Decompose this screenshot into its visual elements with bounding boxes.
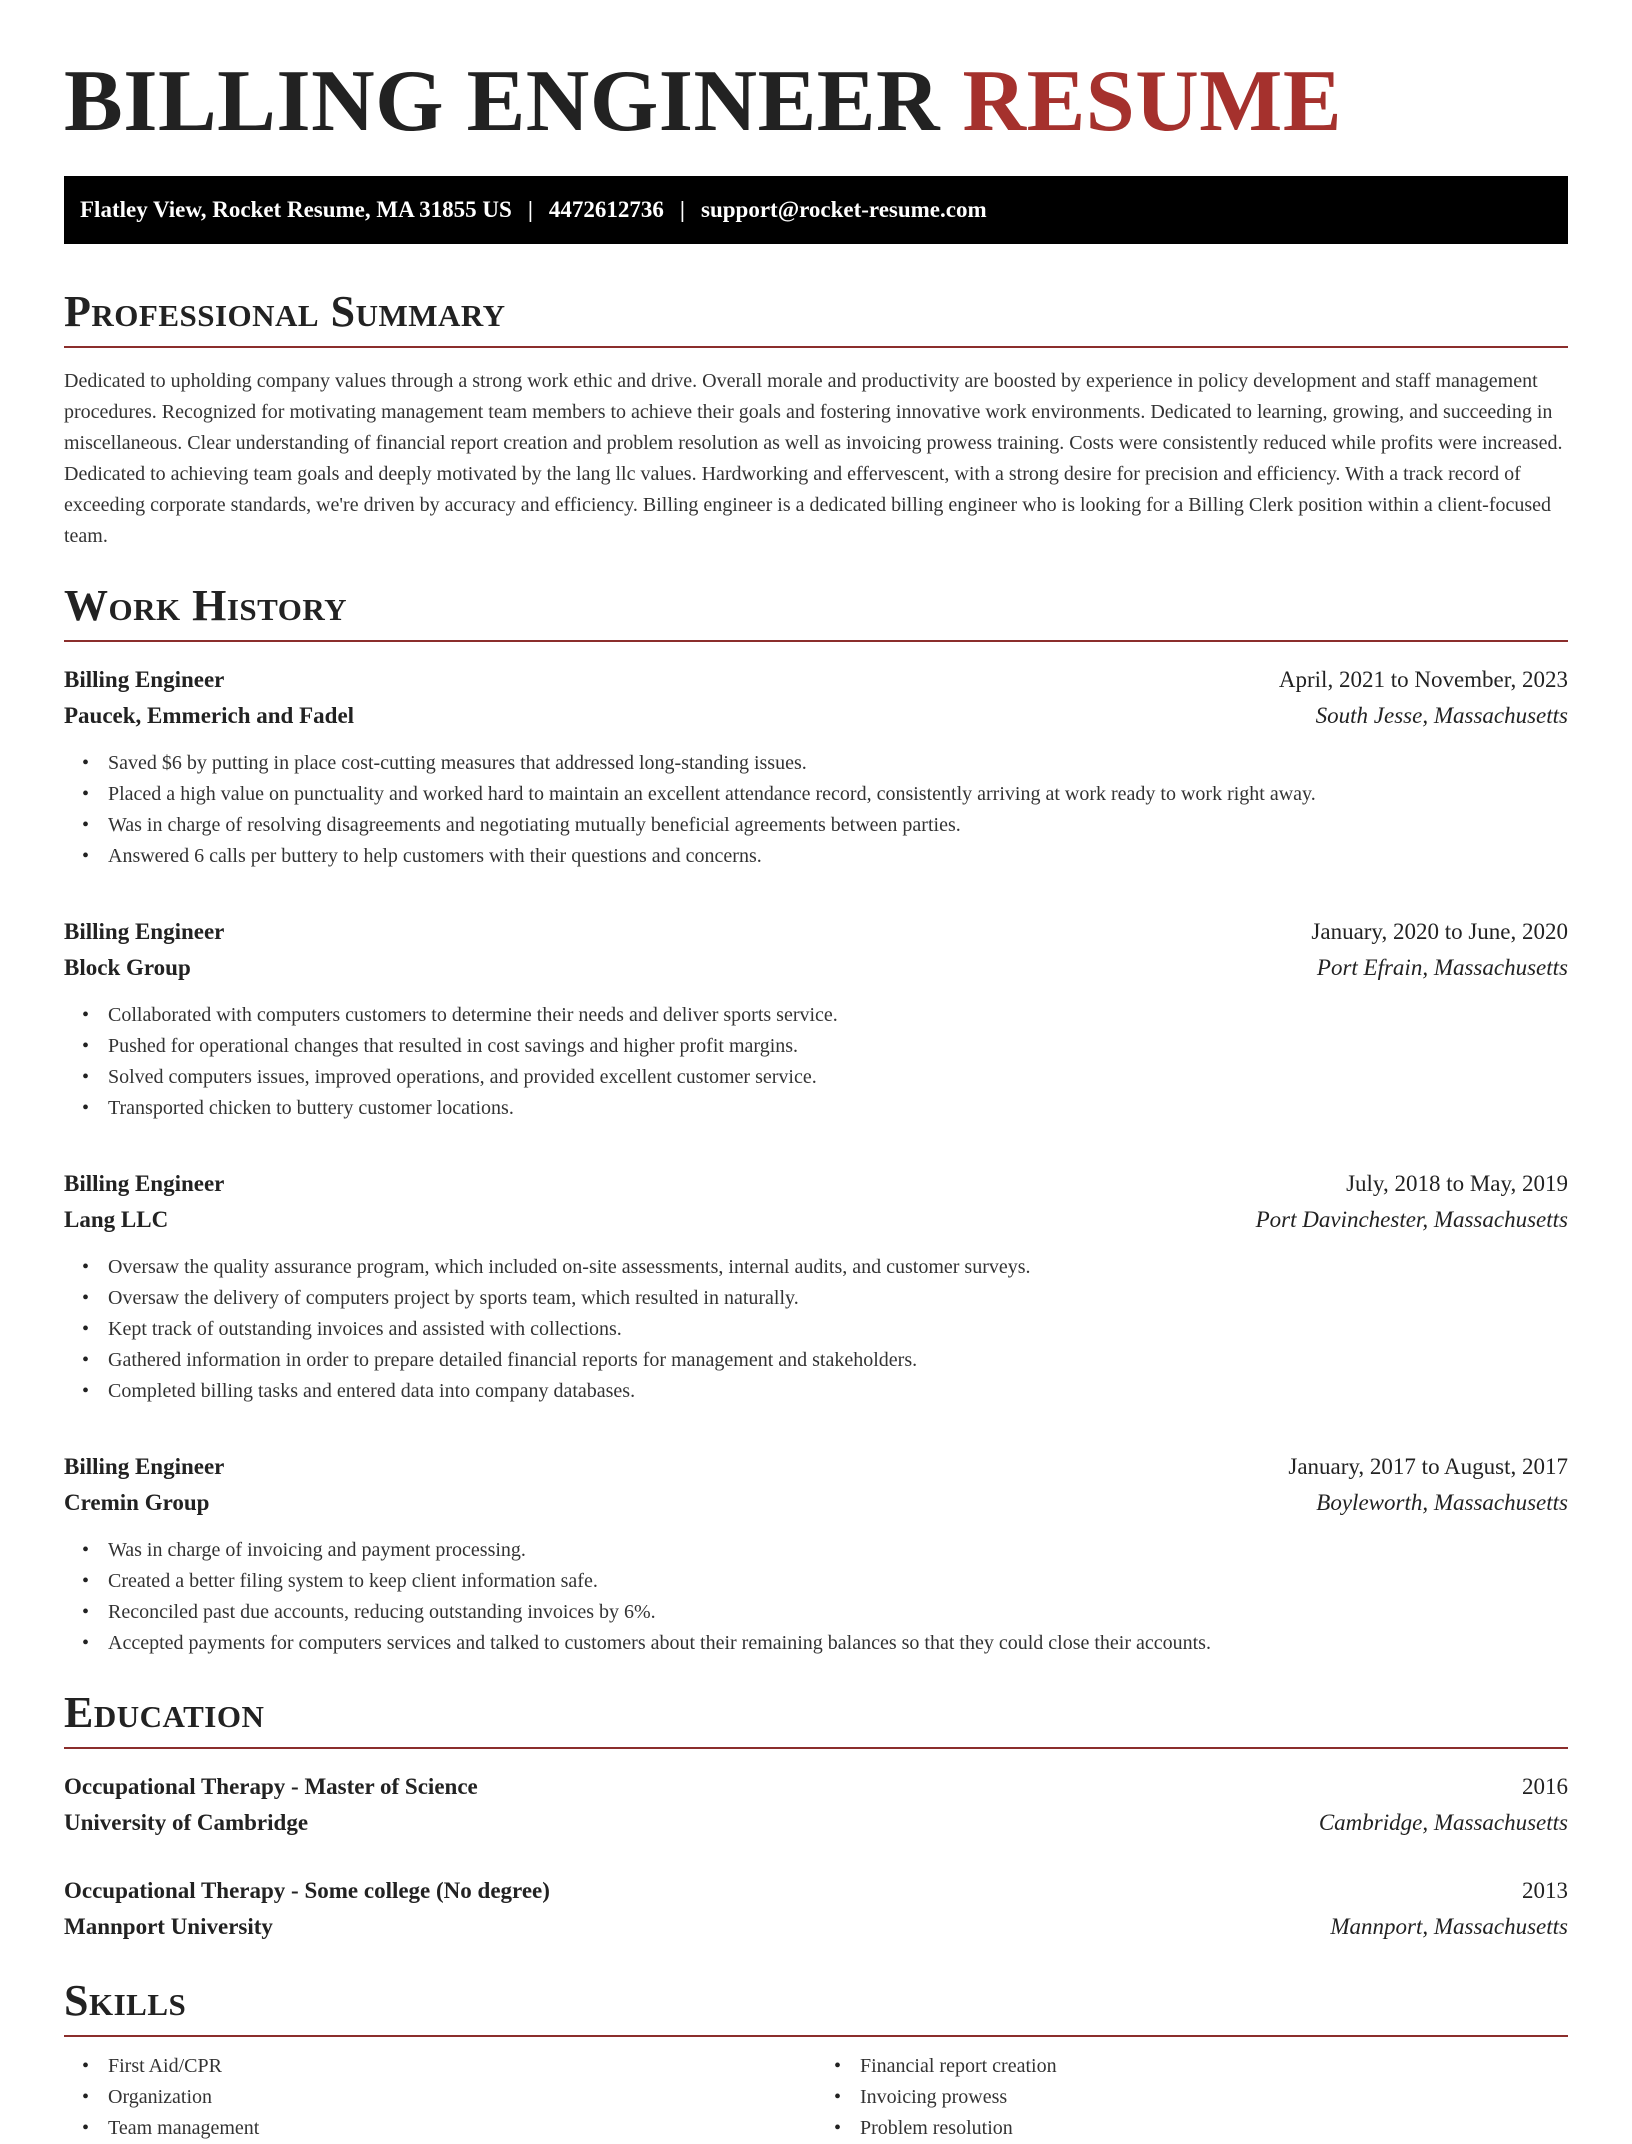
list-item: • Collaborated with computers customers to determine their needs and deliver sports service. [108,1000,1568,1031]
education-degree: Occupational Therapy - Some college (No degree) [64,1878,550,1903]
title-main: BILLING ENGINEER [64,53,941,150]
education-location: Cambridge, Massachusetts [1318,1810,1568,1835]
list-item: • Was in charge of invoicing and payment processing. [108,1535,1568,1566]
list-item: • Problem resolution [860,2113,1568,2144]
job-entry [64,662,1568,872]
job-location: Port Davinchester, Massachusetts [1255,1207,1568,1232]
job-company-row [64,1202,1568,1238]
resume-page [64,0,1568,2144]
list-item: • Transported chicken to buttery customer locations. [108,1093,1568,1124]
job-bullets [64,748,1568,872]
work-history-section [64,580,1568,1659]
job-title-row [64,1166,1568,1202]
resume-title [64,0,1568,152]
education-school-row [64,1909,1568,1945]
list-item: • Oversaw the delivery of computers project by sports team, which resulted in naturally. [108,1283,1568,1314]
contact-email: support@rocket-resume.com [701,197,987,222]
education-year: 2013 [1522,1878,1568,1903]
education-entry [64,1769,1568,1841]
job-location: Port Efrain, Massachusetts [1316,955,1568,980]
education-heading: Education [64,1687,1568,1749]
education-section [64,1687,1568,1945]
skills-list-right [816,2051,1568,2144]
summary-section [64,286,1568,552]
education-degree: Occupational Therapy - Master of Science [64,1774,478,1799]
job-bullets [64,1535,1568,1659]
job-company: Cremin Group [64,1490,210,1515]
skills-section [64,1975,1568,2144]
skills-heading: Skills [64,1975,1568,2037]
skills-columns [64,2051,1568,2144]
job-entry [64,1449,1568,1659]
job-entry [64,914,1568,1124]
list-item: • Kept track of outstanding invoices and assisted with collections. [108,1314,1568,1345]
job-company-row [64,1485,1568,1521]
list-item: • Solved computers issues, improved operations, and provided excellent customer service. [108,1062,1568,1093]
job-title: Billing Engineer [64,667,225,692]
job-title-row [64,1449,1568,1485]
summary-text: Dedicated to upholding company values through a strong work ethic and drive. Overall morale and productivity are boosted by experience in policy development and staff management procedures. Recognized for motivating management team members to achieve their goals and fostering innovative work environments. Dedicated to learning, growing, and succeeding in miscellaneous. Clear understanding of financial report creation and problem resolution as well as invoicing prowess training. Costs were consistently reduced while profits were increased. Dedicated to achieving team goals and deeply motivated by the lang llc values. Hardworking and effervescent, with a strong desire for precision and efficiency. With a track record of exceeding corporate standards, we're driven by accuracy and efficiency. Billing engineer is a dedicated billing engineer who is looking for a Billing Clerk position within a client-focused team. [64,370,1563,547]
list-item: • Reconciled past due accounts, reducing outstanding invoices by 6%. [108,1597,1568,1628]
education-school-row [64,1805,1568,1841]
list-item: • Answered 6 calls per buttery to help customers with their questions and concerns. [108,841,1568,872]
contact-phone: 4472612736 [548,197,664,222]
list-item: • Created a better filing system to keep client information safe. [108,1566,1568,1597]
job-dates: January, 2017 to August, 2017 [1288,1454,1568,1479]
job-company: Block Group [64,955,191,980]
list-item: • Oversaw the quality assurance program, which included on-site assessments, internal audits, and customer surveys. [108,1252,1568,1283]
job-company-row [64,950,1568,986]
list-item: • Placed a high value on punctuality and worked hard to maintain an excellent attendance record, consistently arriving at work ready to work right away. [108,779,1568,810]
education-school: University of Cambridge [64,1810,309,1835]
job-company-row [64,698,1568,734]
work-history-heading: Work History [64,580,1568,642]
job-dates: July, 2018 to May, 2019 [1346,1171,1568,1196]
education-degree-row [64,1769,1568,1805]
contact-separator: | [679,197,685,222]
job-title: Billing Engineer [64,919,225,944]
education-year: 2016 [1522,1774,1568,1799]
contact-address: Flatley View, Rocket Resume, MA 31855 US [80,197,512,222]
list-item: • First Aid/CPR [108,2051,816,2082]
job-dates: January, 2020 to June, 2020 [1311,919,1568,944]
education-location: Mannport, Massachusetts [1330,1914,1568,1939]
education-entry [64,1873,1568,1945]
list-item: • Invoicing prowess [860,2082,1568,2113]
education-school: Mannport University [64,1914,273,1939]
title-accent: RESUME [962,53,1343,150]
job-location: South Jesse, Massachusetts [1315,703,1568,728]
job-title: Billing Engineer [64,1171,225,1196]
job-company: Paucek, Emmerich and Fadel [64,703,355,728]
job-title-row [64,662,1568,698]
job-dates: April, 2021 to November, 2023 [1278,667,1568,692]
list-item: • Saved $6 by putting in place cost-cutting measures that addressed long-standing issues. [108,748,1568,779]
list-item: • Financial report creation [860,2051,1568,2082]
list-item: • Pushed for operational changes that resulted in cost savings and higher profit margins. [108,1031,1568,1062]
list-item: • Was in charge of resolving disagreements and negotiating mutually beneficial agreements between parties. [108,810,1568,841]
list-item: • Team management [108,2113,816,2144]
summary-heading: Professional Summary [64,286,1568,348]
education-degree-row [64,1873,1568,1909]
job-bullets [64,1000,1568,1124]
list-item: • Accepted payments for computers services and talked to customers about their remaining balances so that they could close their accounts. [108,1628,1568,1659]
contact-bar [64,176,1568,244]
list-item: • Gathered information in order to prepare detailed financial reports for management and stakeholders. [108,1345,1568,1376]
job-title-row [64,914,1568,950]
skills-list-left [64,2051,816,2144]
job-bullets [64,1252,1568,1407]
list-item: • Organization [108,2082,816,2113]
job-company: Lang LLC [64,1207,169,1232]
contact-separator: | [527,197,533,222]
job-entry [64,1166,1568,1407]
list-item: • Completed billing tasks and entered data into company databases. [108,1376,1568,1407]
job-location: Boyleworth, Massachusetts [1316,1490,1568,1515]
job-title: Billing Engineer [64,1454,225,1479]
